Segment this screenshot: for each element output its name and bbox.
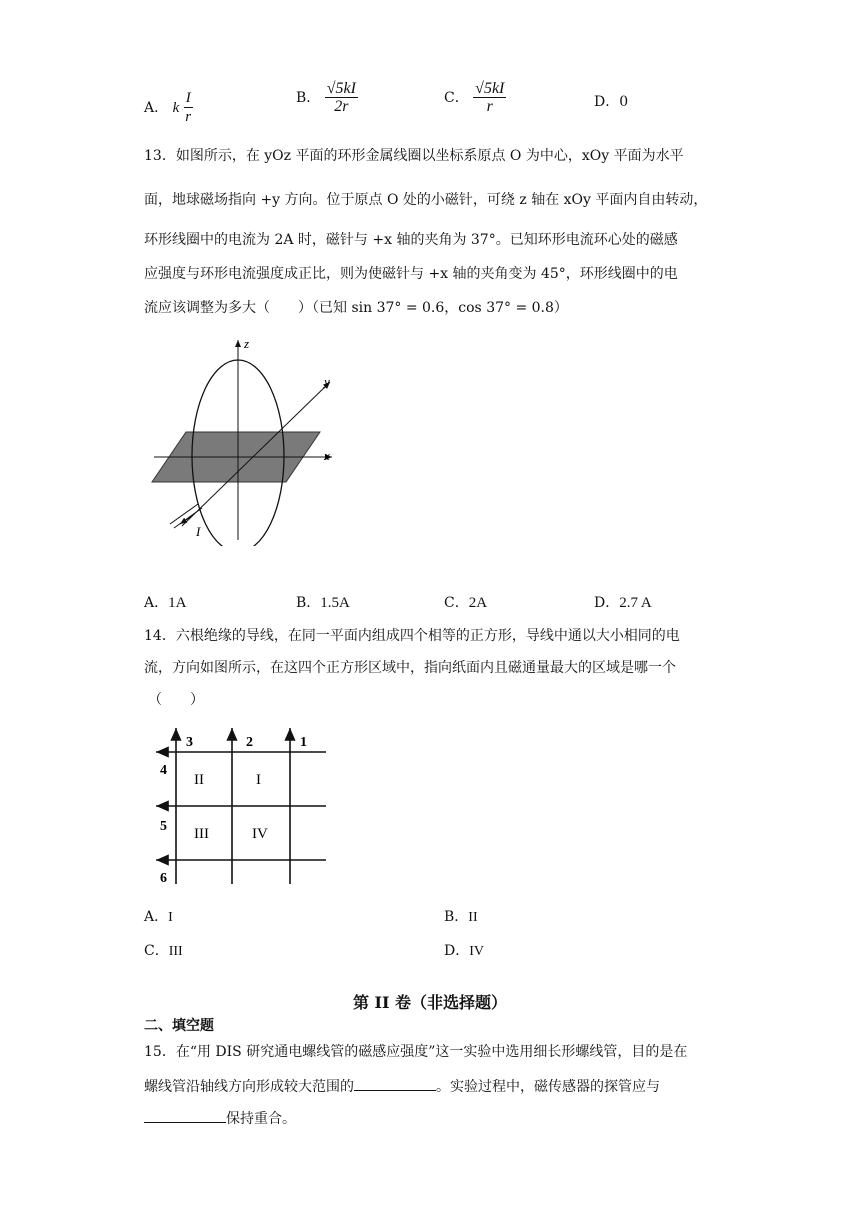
q13-line-2: 面，地球磁场指向 +y 方向。位于原点 O 处的小磁针，可绕 z 轴在 xOy 平面内自由转动， xyxy=(144,192,708,208)
q13-option-d: D．2.7 A xyxy=(594,595,652,611)
z-label: z xyxy=(244,336,250,351)
region-label-III: III xyxy=(194,826,209,842)
q15-line-2: 螺线管沿轴线方向形成较大范围的 。实验过程中，磁传感器的探管应与 xyxy=(144,1076,660,1097)
q15-blank-1[interactable] xyxy=(354,1076,436,1091)
q13-option-b: B．1.5A xyxy=(296,595,350,611)
q12-option-a-fraction: $\frac{I}{r}$ xyxy=(185,90,192,125)
wire-label-2: 2 xyxy=(246,735,253,750)
q13-line-5: 流应该调整为多大（ ）（已知 sin 37° = 0.6，cos 37° = 0.8） xyxy=(144,300,568,316)
q13-line-4: 应强度与环形电流强度成正比，则为使磁针与 +x 轴的夹角变为 45°，环形线圈中的电 xyxy=(144,266,678,282)
q15-blank-2[interactable] xyxy=(144,1108,226,1123)
q12-option-c: C． $\frac{√5kI}{r}$ xyxy=(444,80,505,115)
q14-option-d: D．IV xyxy=(444,943,485,959)
q13-line-3: 环形线圈中的电流为 2A 时，磁针与 +x 轴的夹角为 37°。已知环形电流环心处的磁感 xyxy=(144,232,678,248)
region-label-II: II xyxy=(194,772,204,788)
q12-option-d: D．0 xyxy=(594,94,629,110)
wire-label-1: 1 xyxy=(300,735,307,750)
wire-label-3: 3 xyxy=(186,735,193,750)
q14-option-b: B．II xyxy=(444,909,478,925)
x-label: x xyxy=(324,448,330,463)
wire-label-6: 6 xyxy=(160,871,167,886)
q15-line-3: 保持重合。 xyxy=(144,1108,296,1129)
section-2-subtitle: 二、填空题 xyxy=(144,1018,214,1034)
y-label: y xyxy=(324,374,330,389)
q12-option-b: B． $\frac{√5kI}{2r}$ xyxy=(296,80,356,115)
current-label: I xyxy=(196,524,201,539)
q14-line-1: 14．六根绝缘的导线，在同一平面内组成四个相等的正方形，导线中通以大小相同的电 xyxy=(144,628,680,644)
q12-option-a: A． k $\frac{I}{r}$ xyxy=(144,90,192,125)
section-2-title: 第 II 卷（非选择题） xyxy=(352,993,508,1012)
q14-line-2: 流，方向如图所示，在这四个正方形区域中，指向纸面内且磁通量最大的区域是哪一个 xyxy=(144,660,676,676)
q13-line-1: 13．如图所示，在 yOz 平面的环形金属线圈以坐标系原点 O 为中心，xOy 平面为水平 xyxy=(144,148,684,164)
region-label-IV: IV xyxy=(252,826,268,842)
q14-option-c: C．III xyxy=(144,943,183,959)
q12-option-b-fraction: $\frac{√5kI}{2r}$ xyxy=(326,80,356,115)
q14-line-3: （ ） xyxy=(148,692,204,708)
q13-option-a: A．1A xyxy=(144,595,187,611)
q15-line-1: 15．在“用 DIS 研究通电螺线管的磁感应强度”这一实验中选用细长形螺线管，目的是在 xyxy=(144,1044,688,1060)
region-label-I: I xyxy=(256,772,261,788)
q12-option-c-fraction: $\frac{√5kI}{r}$ xyxy=(475,80,505,115)
q14-wire-grid-figure xyxy=(148,724,334,886)
wire-label-4: 4 xyxy=(160,763,167,778)
q13-coil-figure xyxy=(140,334,350,546)
q14-option-a: A．I xyxy=(144,909,173,925)
wire-label-5: 5 xyxy=(160,819,167,834)
q13-option-c: C．2A xyxy=(444,595,488,611)
